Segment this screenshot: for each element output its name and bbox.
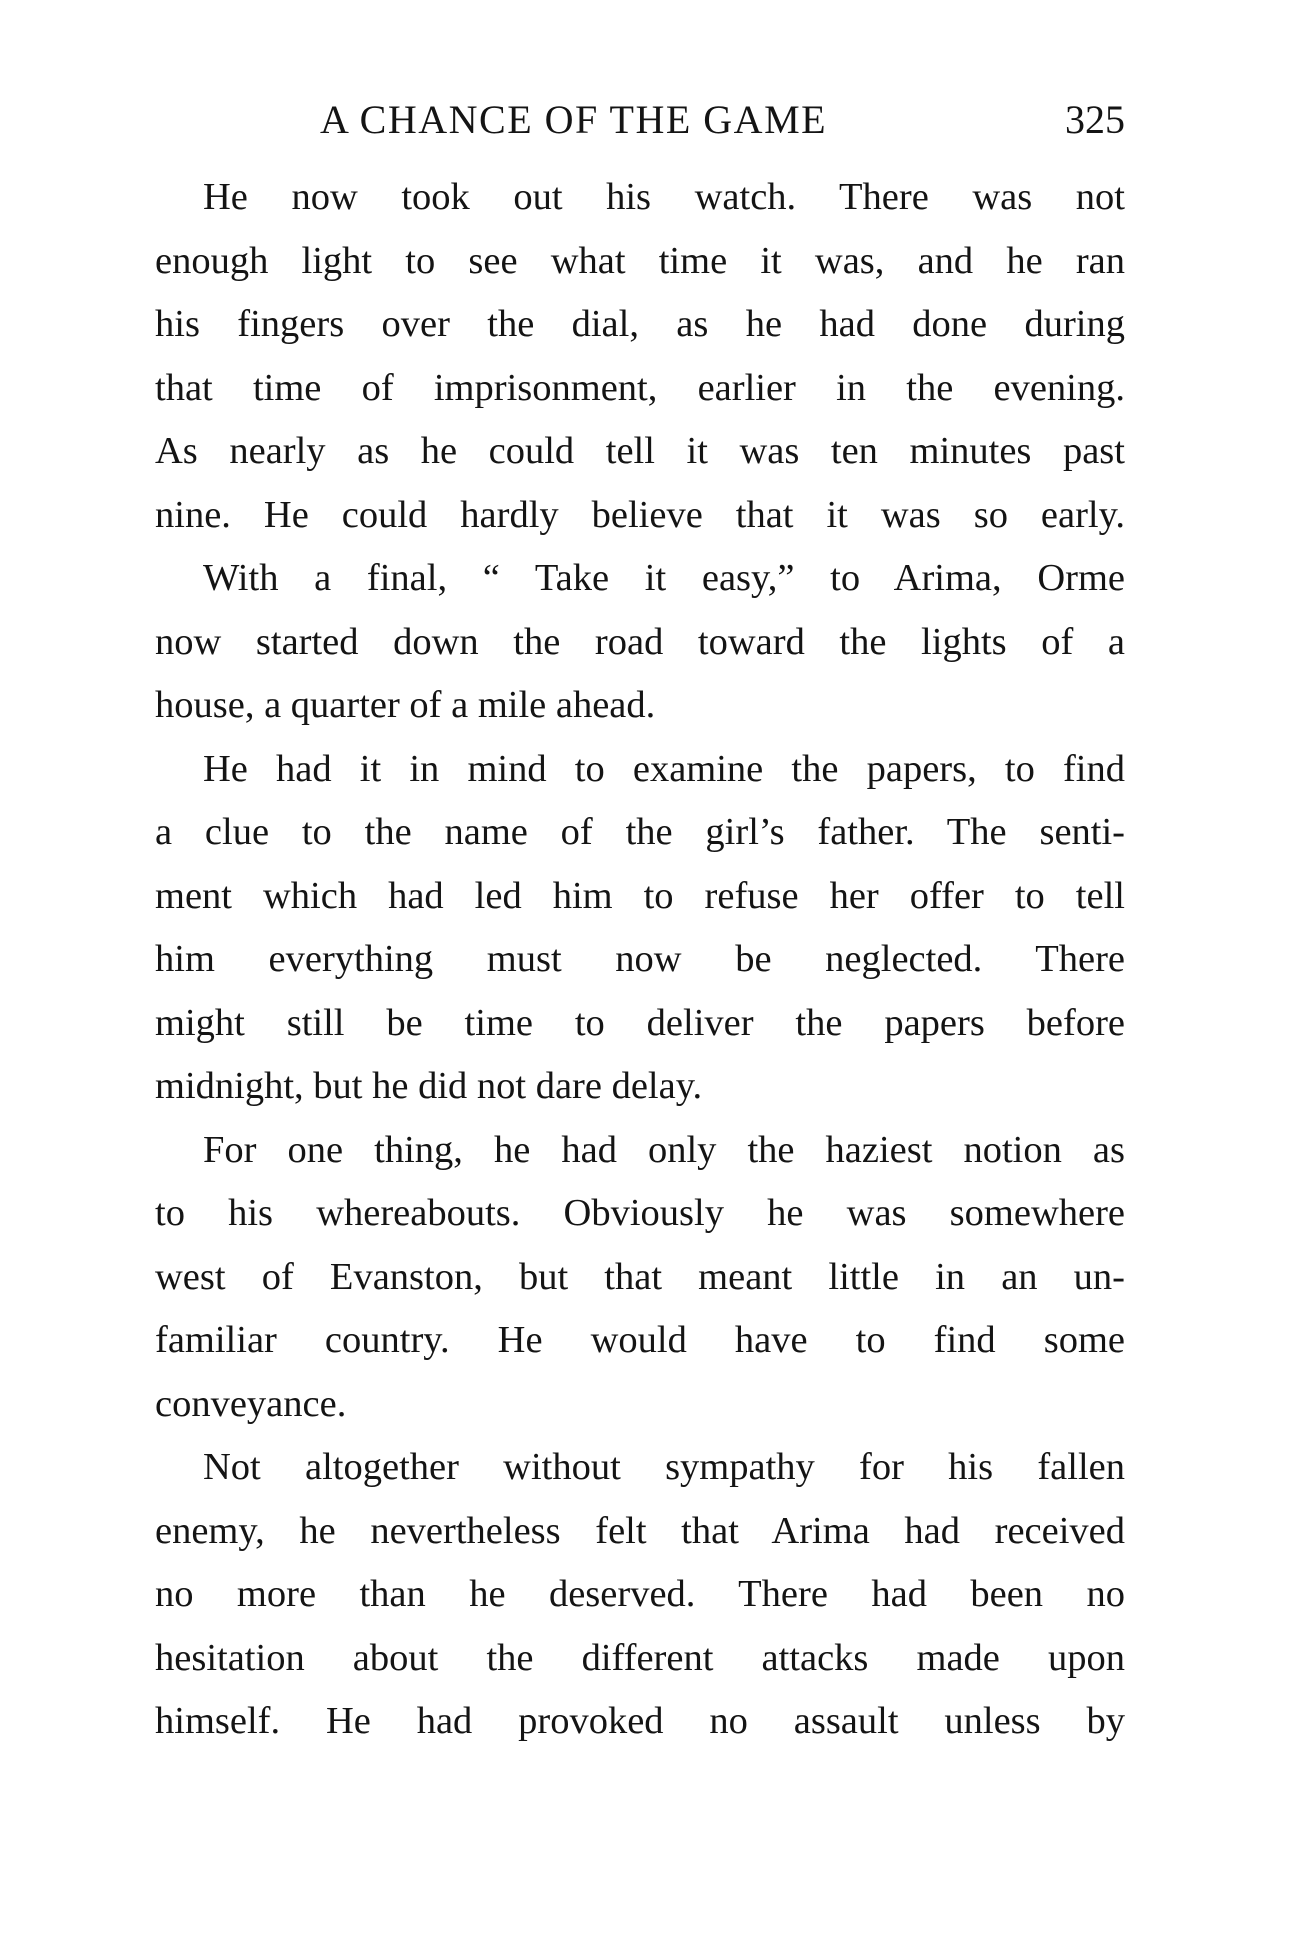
text-line: Not altogether without sympathy for his fallen	[203, 1446, 1125, 1488]
text-line: enough light to see what time it was, and he ran	[155, 239, 1125, 282]
body-text	[155, 166, 1125, 1754]
text-line: now started down the road toward the lights of a	[155, 620, 1125, 663]
text-line: midnight, but he did not dare delay.	[155, 1065, 703, 1107]
text-line: a clue to the name of the girl’s father. The senti-	[155, 811, 1125, 853]
page-header	[155, 96, 1125, 150]
text-line: west of Evanston, but that meant little in an un-	[155, 1255, 1125, 1298]
text-line: enemy, he nevertheless felt that Arima had received	[155, 1509, 1125, 1552]
text-line: that time of imprisonment, earlier in the evening.	[155, 366, 1125, 409]
paragraph	[155, 738, 1125, 1119]
text-line: himself. He had provoked no assault unless by	[155, 1700, 1125, 1742]
text-line: familiar country. He would have to find some	[155, 1319, 1125, 1361]
text-line: house, a quarter of a mile ahead.	[155, 684, 656, 726]
text-line: him everything must now be neglected. There	[155, 938, 1125, 980]
text-line: might still be time to deliver the papers before	[155, 1001, 1125, 1044]
paragraph	[155, 1119, 1125, 1437]
page-number: 325	[1065, 97, 1125, 142]
paragraph	[155, 166, 1125, 547]
text-line: ment which had led him to refuse her offer to tell	[155, 874, 1125, 917]
text-line: to his whereabouts. Obviously he was somewhere	[155, 1192, 1125, 1234]
text-line: With a final, “ Take it easy,” to Arima, Orme	[203, 557, 1125, 599]
text-line: For one thing, he had only the haziest notion as	[203, 1128, 1125, 1171]
text-line: no more than he deserved. There had been no	[155, 1573, 1125, 1615]
text-line: nine. He could hardly believe that it was so early.	[155, 493, 1125, 536]
text-line: As nearly as he could tell it was ten minutes past	[155, 430, 1125, 472]
running-title: A CHANCE OF THE GAME	[320, 97, 828, 142]
text-line: He had it in mind to examine the papers, to find	[203, 747, 1125, 790]
text-line: his fingers over the dial, as he had done during	[155, 303, 1125, 345]
text-line: hesitation about the different attacks made upon	[155, 1636, 1125, 1679]
text-line: He now took out his watch. There was not	[203, 176, 1125, 218]
paragraph	[155, 547, 1125, 738]
paragraph	[155, 1436, 1125, 1754]
text-line: conveyance.	[155, 1382, 347, 1425]
